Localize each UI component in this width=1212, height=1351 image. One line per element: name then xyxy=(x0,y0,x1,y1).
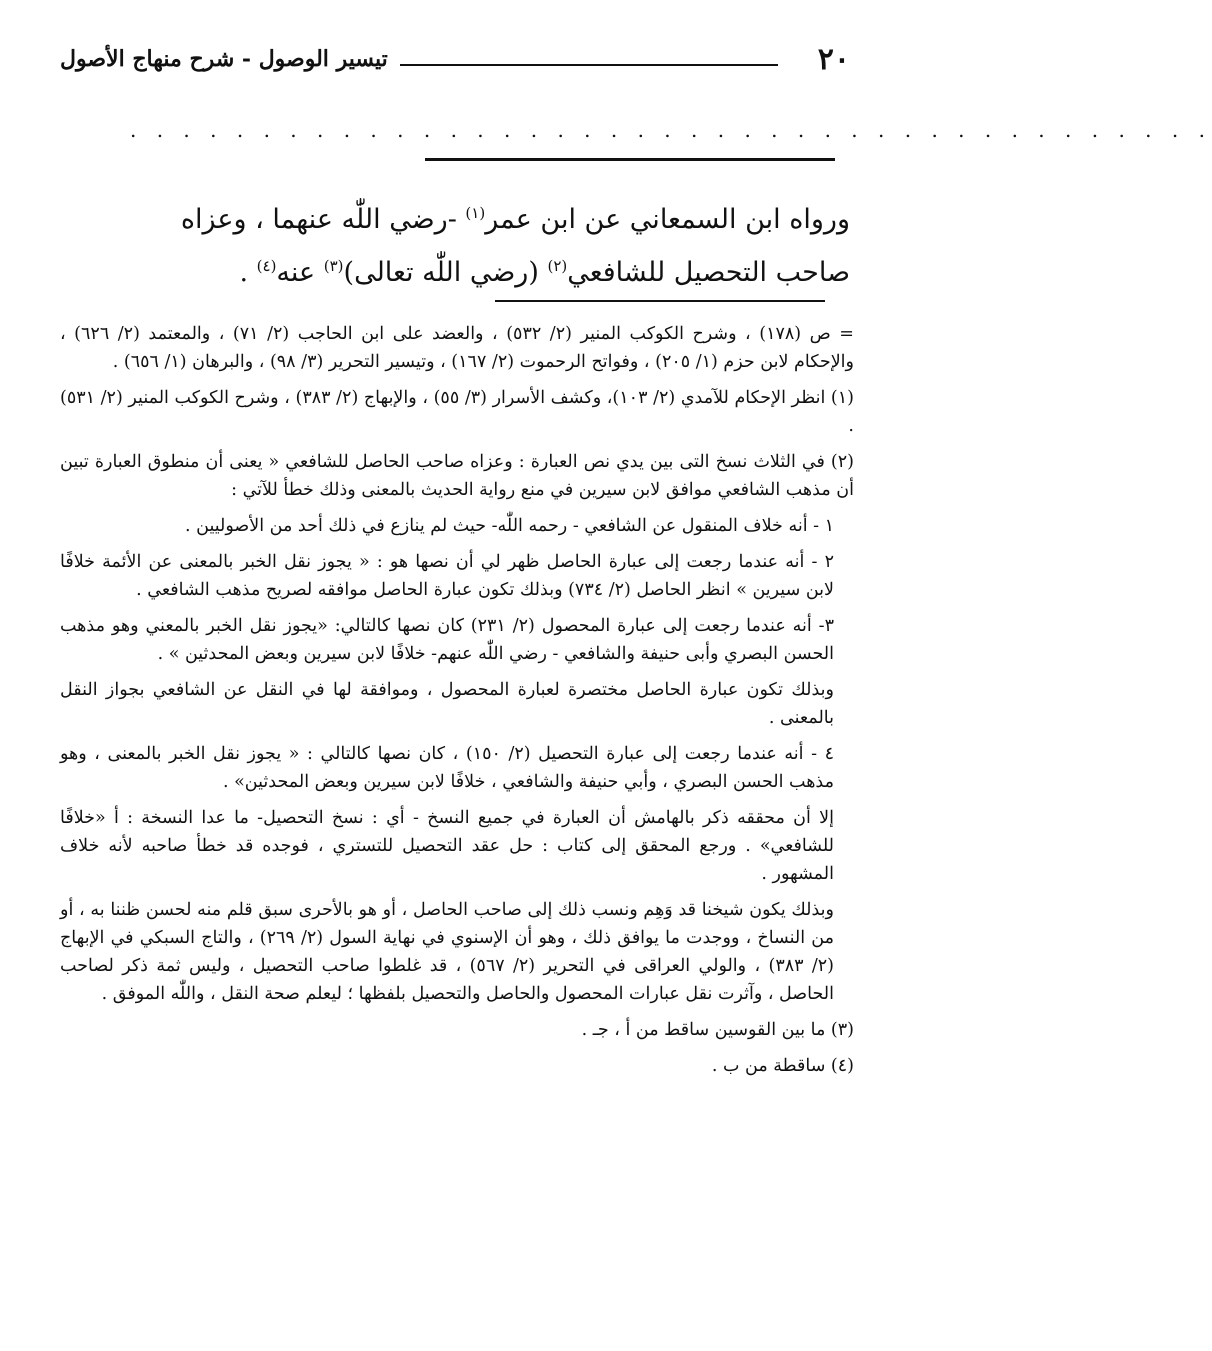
separator-dots: . . . . . . . . . . . . . . . . . . . . . . . . . . . . . . . . . . . . . . . . . xyxy=(130,118,1212,142)
footnote-2-point-4: ٤ - أنه عندما رجعت إلى عبارة التحصيل (٢/ ١٥٠) ، كان نصها كالتالي : « يجوز نقل الخبر بالمعنى ، وهو مذهب الحسن البصري ، وأبي حنيفة والشافعي ، خلافًا لابن سيرين وبعض المحدثين» . xyxy=(60,744,834,792)
footnote-ref-4: (٤) xyxy=(256,257,277,275)
footnote-4: (٤) ساقطة من ب . xyxy=(711,1056,854,1076)
footnote-2-note-a: وبذلك تكون عبارة الحاصل مختصرة لعبارة المحصول ، وموافقة لها في النقل عن الشافعي بجواز النقل بالمعنى . xyxy=(60,680,834,728)
footnote-3: (٣) ما بين القوسين ساقط من أ ، جـ . xyxy=(581,1020,854,1040)
main-line-1: ورواه ابن السمعاني عن ابن عمر$^{(١)}$ -رضي اللّٰه عنهما ، وعزاه xyxy=(180,204,850,235)
section-rule xyxy=(425,158,835,161)
footnote-ref-1: (١) xyxy=(465,204,486,222)
footnote-2-point-3: ٣- أنه عندما رجعت إلى عبارة المحصول (٢/ ٢٣١) كان نصها كالتالي: «يجوز نقل الخبر بالمعني وهو مذهب الحسن البصري وأبى حنيفة والشافعي - رضي اللّٰه عنهم- خلافًا لابن سيرين وبعض المحدثين » . xyxy=(60,616,834,664)
header-rule xyxy=(400,64,778,66)
footnote-2-note-b: إلا أن محققه ذكر بالهامش أن العبارة في جميع النسخ - أي : نسخ التحصيل- ما عدا النسخة : أ «خلافًا للشافعي» . ورجع المحقق إلى كتاب : حل عقد التحصيل للتستري ، فوجده قد خطأ صاحبه لأنه خلاف المشهور . xyxy=(60,808,834,884)
footnote-2-point-2: ٢ - أنه عندما رجعت إلى عبارة الحاصل ظهر لي أن نصها هو : « يجوز نقل الخبر بالمعنى عن الأئمة خلافًا لابن سيرين » انظر الحاصل (٢/ ٧٣٤) وبذلك تكون عبارة الحاصل موافقه لصريح مذهب الشافعي . xyxy=(60,552,834,600)
footnote-2-note-c: وبذلك يكون شيخنا قد وَهِم ونسب ذلك إلى صاحب الحاصل ، أو هو بالأحرى سبق قلم منه لحسن ظننا به ، أو من النساخ ، ووجدت ما يوافق ذلك ، وهو أن الإسنوي في نهاية السول (٢/ ٢٦٩) ، والتاج السبكي في الإبهاج (٢/ ٣٨٣) ، والولي العراقى في التحرير (٢/ ٥٦٧) ، قد غلطوا صاحب التحصيل ، وليس ثمة ذكر لصاحب الحاصل ، وآثرت نقل عبارات المحصول والحاصل والتحصيل بلفظها ؛ ليعلم صحة النقل ، واللّٰه الموفق . xyxy=(60,900,834,1004)
footnote-2-point-1: ١ - أنه خلاف المنقول عن الشافعي - رحمه اللّٰه- حيث لم ينازع في ذلك أحد من الأصوليين . xyxy=(185,516,834,536)
page-number: ٢٠ xyxy=(817,42,850,77)
page-header xyxy=(60,42,850,82)
footnote-continuation: = ص (١٧٨) ، وشرح الكوكب المنير (٢/ ٥٣٢) ، والعضد على ابن الحاجب (٢/ ٧١) ، والمعتمد (٢/ ٦٢٦) ، والإحكام لابن حزم (١/ ٢٠٥) ، وفواتح الرحموت (٢/ ١٦٧) ، وتيسير التحرير (٣/ ٩٨) ، والبرهان (١/ ٦٥٦) . xyxy=(60,324,854,372)
book-title: تيسير الوصول - شرح منهاج الأصول xyxy=(60,46,388,72)
footnote-ref-3: (٣) xyxy=(323,257,344,275)
footnote-ref-2: (٢) xyxy=(547,257,568,275)
main-line-2: صاحب التحصيل للشافعي$^{(٢)}$ (رضي اللّٰه تعالى)$^{(٣)}$ عنه$^{(٤)}$ . xyxy=(239,257,850,288)
footnote-2-intro: (٢) في الثلاث نسخ التى بين يدي نص العبارة : وعزاه صاحب الحاصل للشافعي « يعنى أن منطوق العبارة تبين أن مذهب الشافعي موافق لابن سيرين في منع رواية الحديث بالمعنى وذلك خطأ للآتي : xyxy=(60,452,854,500)
main-text xyxy=(60,190,850,296)
footnote-rule xyxy=(495,300,825,302)
footnotes xyxy=(60,320,854,1088)
footnote-1: (١) انظر الإحكام للآمدي (٢/ ١٠٣)، وكشف الأسرار (٣/ ٥٥) ، والإبهاج (٢/ ٣٨٣) ، وشرح الكوكب المنير (٢/ ٥٣١) . xyxy=(60,388,854,436)
